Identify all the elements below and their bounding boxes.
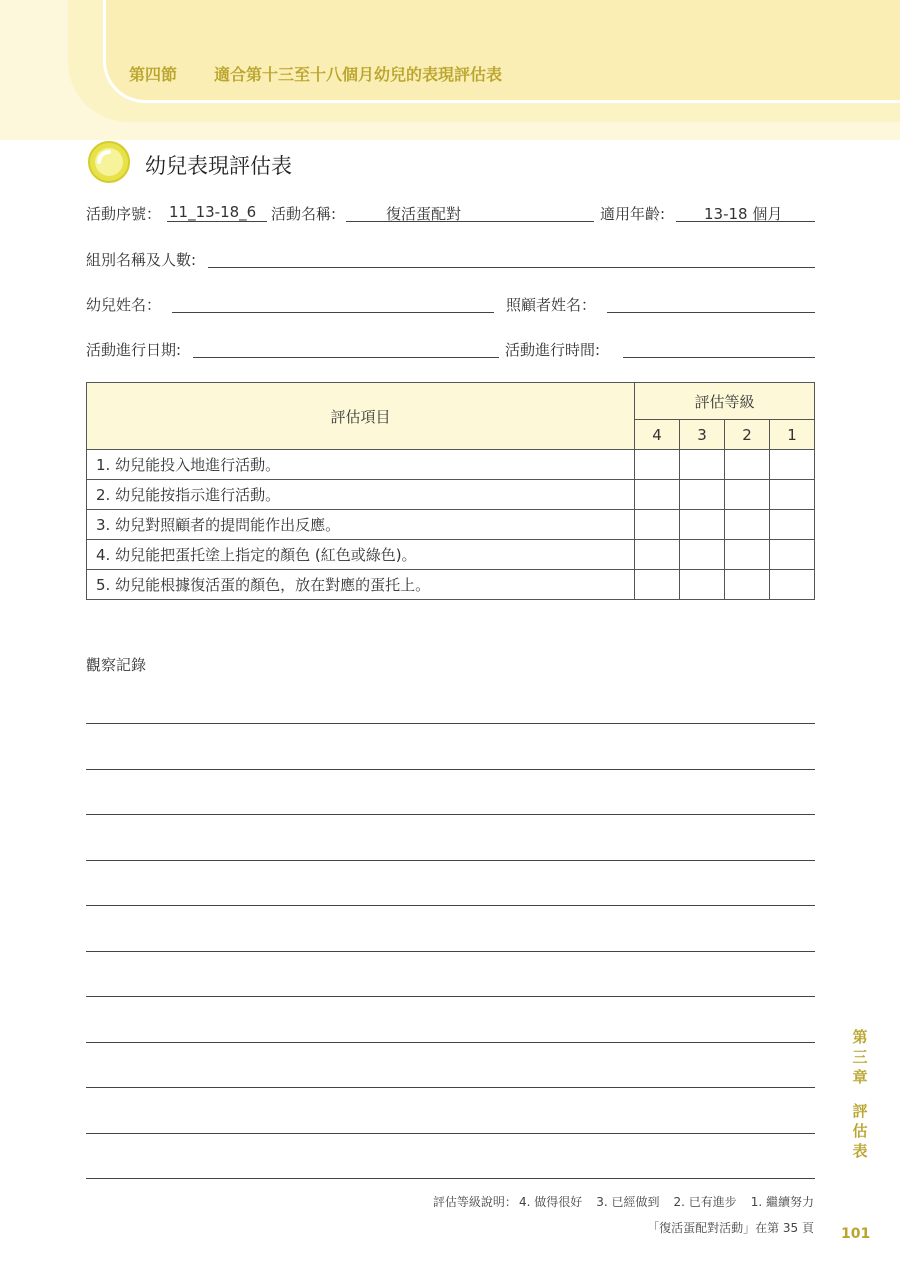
- grade-4-header: 4: [635, 420, 680, 450]
- observation-line[interactable]: [86, 1133, 815, 1134]
- grade-cell[interactable]: [680, 540, 725, 570]
- activity-name-label: 活動名稱:: [271, 205, 337, 223]
- grade-cell[interactable]: [635, 480, 680, 510]
- grade-cell[interactable]: [770, 480, 815, 510]
- grade-header: 評估等級: [635, 383, 815, 420]
- observation-line[interactable]: [86, 723, 815, 724]
- activity-no-label: 活動序號：: [86, 205, 162, 223]
- grade-cell[interactable]: [635, 510, 680, 540]
- section-title: 適合第十三至十八個月幼兒的表現評估表: [214, 65, 503, 84]
- evaluation-table: [86, 382, 815, 600]
- grade-legend: [433, 1193, 814, 1210]
- observation-line[interactable]: [86, 1178, 815, 1179]
- grade-cell[interactable]: [680, 450, 725, 480]
- date-field[interactable]: [193, 357, 499, 358]
- grade-cell[interactable]: [770, 570, 815, 600]
- grade-2-header: 2: [725, 420, 770, 450]
- item-text: 3. 幼兒對照顧者的提問能作出反應。: [87, 510, 635, 540]
- table-row: [87, 510, 815, 540]
- header-inner: [103, 0, 900, 103]
- observation-title: 觀察記錄: [86, 656, 147, 674]
- time-label: 活動進行時間:: [505, 341, 601, 359]
- legend-item: 4. 做得很好: [518, 1195, 583, 1209]
- child-name-label: 幼兒姓名：: [86, 296, 162, 314]
- time-field[interactable]: [623, 357, 815, 358]
- observation-line[interactable]: [86, 814, 815, 815]
- page-number: 101: [841, 1226, 871, 1242]
- observation-line[interactable]: [86, 951, 815, 952]
- activity-name-underline: [346, 221, 594, 222]
- side-tab-chapter: 第 三 章: [852, 1028, 868, 1086]
- table-row: [87, 480, 815, 510]
- legend-item: 2. 已有進步: [673, 1195, 737, 1209]
- table-row: [87, 540, 815, 570]
- grade-cell[interactable]: [725, 570, 770, 600]
- legend-title: 評估等級說明：: [432, 1195, 517, 1209]
- grade-cell[interactable]: [770, 540, 815, 570]
- grade-cell[interactable]: [725, 450, 770, 480]
- chapter-side-tab: [850, 1027, 870, 1161]
- grade-cell[interactable]: [770, 450, 815, 480]
- observation-line[interactable]: [86, 996, 815, 997]
- grade-cell[interactable]: [635, 570, 680, 600]
- age-value[interactable]: 13-18 個月: [704, 205, 783, 223]
- side-tab-label: 評 估 表: [852, 1102, 868, 1160]
- grade-3-header: 3: [680, 420, 725, 450]
- observation-line[interactable]: [86, 1042, 815, 1043]
- grade-1-header: 1: [770, 420, 815, 450]
- legend-item: 1. 繼續努力: [750, 1195, 814, 1209]
- grade-cell[interactable]: [680, 480, 725, 510]
- grade-cell[interactable]: [635, 540, 680, 570]
- age-label: 適用年齡:: [600, 205, 666, 223]
- grade-cell[interactable]: [770, 510, 815, 540]
- item-header: 評估項目: [87, 383, 635, 450]
- observation-line[interactable]: [86, 860, 815, 861]
- group-field[interactable]: [208, 267, 815, 268]
- activity-name-value[interactable]: 復活蛋配對: [386, 205, 462, 223]
- observation-line[interactable]: [86, 905, 815, 906]
- item-text: 2. 幼兒能按指示進行活動。: [87, 480, 635, 510]
- legend-item: 3. 已經做到: [596, 1195, 660, 1209]
- date-label: 活動進行日期:: [86, 341, 182, 359]
- activity-reference: 「復活蛋配對活動」在第 35 頁: [647, 1221, 814, 1235]
- grade-cell[interactable]: [680, 570, 725, 600]
- table-row: [87, 570, 815, 600]
- activity-no-value[interactable]: 11_13-18_6: [169, 203, 257, 221]
- caregiver-field[interactable]: [607, 312, 815, 313]
- group-label: 組別名稱及人數:: [86, 251, 197, 269]
- item-text: 4. 幼兒能把蛋托塗上指定的顏色 (紅色或綠色)。: [87, 540, 635, 570]
- item-text: 1. 幼兒能投入地進行活動。: [87, 450, 635, 480]
- table-row: [87, 450, 815, 480]
- item-text: 5. 幼兒能根據復活蛋的顏色，放在對應的蛋托上。: [87, 570, 635, 600]
- activity-no-underline: [167, 221, 267, 222]
- grade-cell[interactable]: [680, 510, 725, 540]
- grade-cell[interactable]: [635, 450, 680, 480]
- grade-cell[interactable]: [725, 540, 770, 570]
- observation-line[interactable]: [86, 1087, 815, 1088]
- title-bullet-icon: [87, 140, 131, 184]
- section-label: 第四節: [129, 65, 178, 84]
- observation-line[interactable]: [86, 769, 815, 770]
- grade-cell[interactable]: [725, 510, 770, 540]
- form-title: 幼兒表現評估表: [145, 154, 292, 178]
- child-name-field[interactable]: [172, 312, 494, 313]
- caregiver-label: 照顧者姓名：: [506, 296, 597, 314]
- grade-cell[interactable]: [725, 480, 770, 510]
